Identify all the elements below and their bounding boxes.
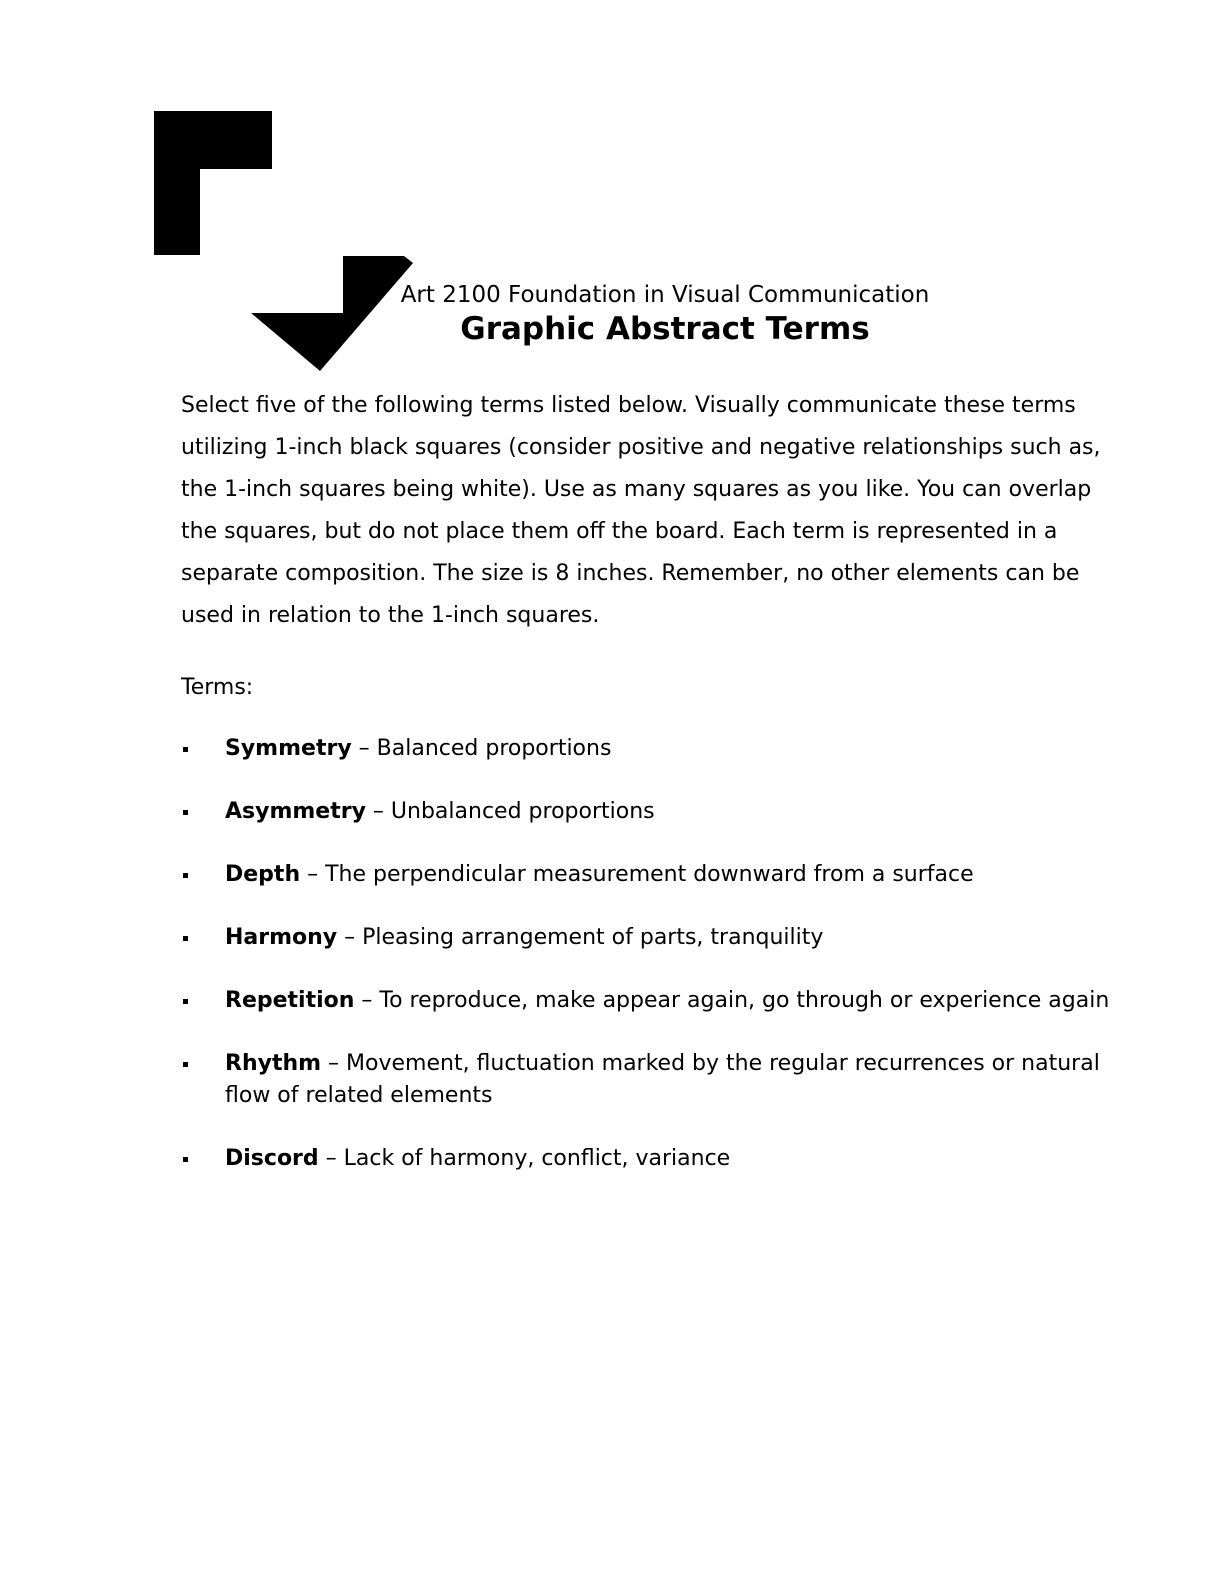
instructions-line: used in relation to the 1-inch squares. xyxy=(181,603,600,628)
term-item-harmony xyxy=(180,922,1100,954)
term-item-repetition xyxy=(180,985,1110,1017)
term-item-rhythm xyxy=(180,1048,1100,1112)
term-definition-continuation: flow of related elements xyxy=(225,1083,493,1108)
term-line xyxy=(225,796,1100,828)
instructions-line: Select five of the following terms listed below. Visually communicate these terms xyxy=(181,393,1076,418)
bullet-icon xyxy=(183,999,188,1004)
term-name: Depth xyxy=(225,862,301,887)
bullet-icon xyxy=(183,810,188,815)
term-name: Rhythm xyxy=(225,1051,322,1076)
instructions-line: the squares, but do not place them off the board. Each term is represented in a xyxy=(181,519,1058,544)
corner-square-shape xyxy=(154,111,272,255)
term-item-symmetry xyxy=(180,733,1100,765)
term-line xyxy=(225,1048,1100,1080)
term-line xyxy=(225,985,1110,1017)
bullet-icon xyxy=(183,1157,188,1162)
term-definition: – Unbalanced proportions xyxy=(365,799,655,824)
instructions-line: utilizing 1-inch black squares (consider positive and negative relationships such as, xyxy=(181,435,1101,460)
term-name: Discord xyxy=(225,1146,319,1171)
term-name: Harmony xyxy=(225,925,338,950)
term-definition: – Pleasing arrangement of parts, tranquility xyxy=(337,925,824,950)
instructions-paragraph xyxy=(181,385,1101,637)
page-title: Graphic Abstract Terms xyxy=(460,311,870,347)
term-name: Symmetry xyxy=(225,736,352,761)
course-name: Art 2100 Foundation in Visual Communication xyxy=(400,282,930,308)
terms-list xyxy=(180,733,1110,1206)
term-name: Repetition xyxy=(225,988,355,1013)
bullet-icon xyxy=(183,747,188,752)
term-definition: – The perpendicular measurement downward from a surface xyxy=(300,862,974,887)
term-definition: – To reproduce, make appear again, go through or experience again xyxy=(354,988,1110,1013)
instructions-line: the 1-inch squares being white). Use as many squares as you like. You can overlap xyxy=(181,477,1092,502)
bullet-icon xyxy=(183,873,188,878)
term-line xyxy=(225,922,1100,954)
bullet-icon xyxy=(183,1062,188,1067)
term-definition: – Lack of harmony, conflict, variance xyxy=(318,1146,731,1171)
term-name: Asymmetry xyxy=(225,799,366,824)
term-item-depth xyxy=(180,859,1100,891)
term-definition: – Movement, fluctuation marked by the regular recurrences or natural xyxy=(321,1051,1100,1076)
term-item-discord xyxy=(180,1143,1100,1175)
instructions-line: separate composition. The size is 8 inches. Remember, no other elements can be xyxy=(181,561,1080,586)
bullet-icon xyxy=(183,936,188,941)
term-item-asymmetry xyxy=(180,796,1100,828)
term-line xyxy=(225,859,1100,891)
term-definition: – Balanced proportions xyxy=(351,736,612,761)
terms-heading: Terms: xyxy=(181,675,254,700)
term-line xyxy=(225,1143,1100,1175)
term-line xyxy=(225,733,1100,765)
